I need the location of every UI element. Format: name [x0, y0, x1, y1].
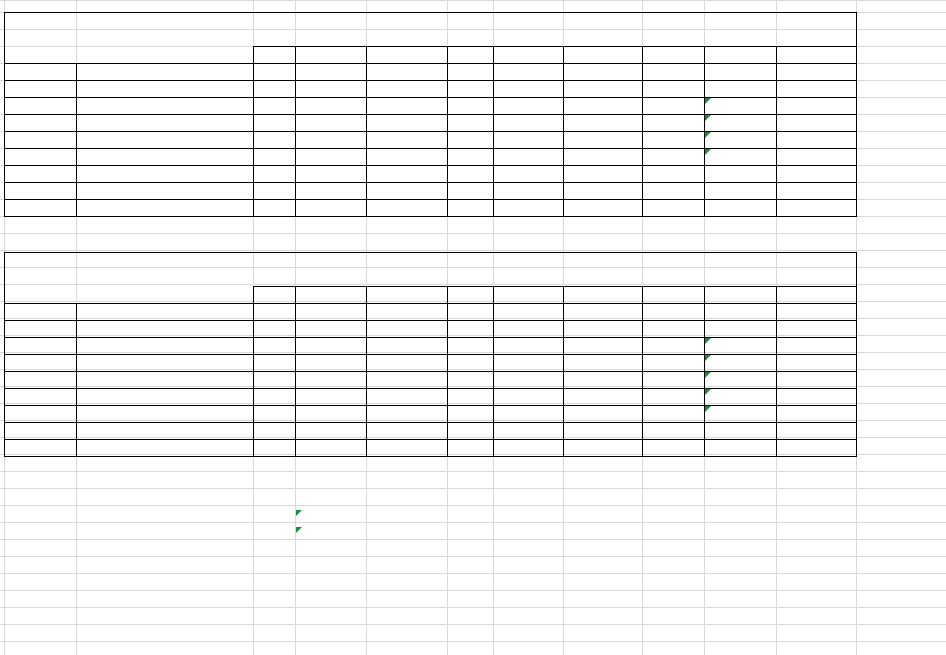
cost-value[interactable] — [778, 492, 853, 509]
number-cell[interactable] — [368, 115, 444, 132]
cost-value[interactable] — [565, 543, 639, 560]
cost-value[interactable] — [368, 577, 444, 594]
cost-value[interactable] — [368, 543, 444, 560]
number-cell[interactable] — [706, 355, 773, 372]
number-cell[interactable] — [495, 372, 560, 389]
number-cell[interactable] — [644, 81, 701, 98]
cost-value[interactable] — [255, 509, 363, 526]
column-header[interactable] — [297, 64, 364, 81]
number-cell[interactable] — [495, 132, 560, 149]
cell-border — [253, 286, 254, 457]
number-cell[interactable] — [644, 389, 701, 406]
number-cell[interactable] — [706, 338, 773, 355]
cost-label[interactable] — [78, 509, 250, 526]
date-cell[interactable] — [6, 149, 73, 166]
number-cell[interactable] — [449, 115, 490, 132]
cell-border — [4, 252, 5, 304]
cost-value[interactable] — [449, 492, 560, 509]
column-header[interactable] — [255, 64, 293, 81]
side-value[interactable] — [858, 203, 934, 220]
cost-value[interactable] — [255, 492, 363, 509]
error-indicator-icon — [296, 510, 302, 516]
gridline — [0, 284, 946, 285]
cost-value[interactable] — [449, 577, 560, 594]
cell-border — [4, 456, 857, 457]
number-cell[interactable] — [449, 321, 490, 338]
number-cell[interactable] — [449, 132, 490, 149]
cell-border — [856, 12, 857, 64]
error-indicator-icon — [705, 406, 711, 412]
cost-value[interactable] — [706, 543, 773, 560]
cell-border — [295, 46, 296, 217]
cost-value[interactable] — [255, 526, 363, 543]
number-cell[interactable] — [495, 338, 560, 355]
cell-border — [4, 199, 857, 200]
cell-border — [704, 46, 705, 217]
cost-value[interactable] — [449, 509, 560, 526]
gridline — [0, 488, 946, 489]
number-cell[interactable] — [706, 115, 773, 132]
column-header[interactable] — [297, 304, 364, 321]
cost-value[interactable] — [858, 492, 931, 509]
number-cell[interactable] — [449, 389, 490, 406]
error-indicator-icon — [705, 98, 711, 104]
number-cell[interactable] — [565, 98, 639, 115]
error-indicator-icon — [705, 149, 711, 155]
number-cell[interactable] — [778, 355, 853, 372]
number-cell[interactable] — [255, 372, 292, 389]
number-cell[interactable] — [565, 355, 639, 372]
number-cell[interactable] — [255, 81, 292, 98]
cell-border — [493, 46, 494, 217]
number-cell[interactable] — [565, 115, 639, 132]
number-cell[interactable] — [368, 372, 444, 389]
cell-border — [4, 12, 5, 64]
cell-border — [563, 46, 564, 217]
number-cell[interactable] — [297, 149, 363, 166]
number-cell[interactable] — [706, 372, 773, 389]
side-value[interactable] — [858, 323, 944, 340]
cost-label[interactable] — [78, 543, 250, 560]
number-cell[interactable] — [778, 98, 853, 115]
cell-border — [4, 182, 857, 183]
number-cell[interactable] — [368, 389, 444, 406]
date-cell[interactable] — [6, 389, 73, 406]
number-cell[interactable] — [495, 81, 560, 98]
cell-border — [563, 286, 564, 457]
cost-value[interactable] — [778, 577, 853, 594]
detail-cell[interactable] — [78, 321, 250, 338]
column-header[interactable] — [565, 64, 640, 81]
group-header-salidas[interactable] — [447, 47, 642, 64]
date-cell[interactable] — [6, 355, 73, 372]
number-cell[interactable] — [368, 355, 444, 372]
number-cell[interactable] — [565, 389, 639, 406]
number-cell[interactable] — [644, 321, 701, 338]
gridline — [0, 454, 946, 455]
number-cell[interactable] — [644, 406, 701, 423]
group-header-saldo[interactable] — [642, 47, 856, 64]
number-cell[interactable] — [297, 372, 363, 389]
column-header[interactable] — [78, 304, 251, 321]
date-cell[interactable] — [6, 81, 73, 98]
error-indicator-icon — [705, 389, 711, 395]
number-cell[interactable] — [495, 321, 560, 338]
error-indicator-icon — [705, 338, 711, 344]
cell-border — [856, 252, 857, 304]
cell-border — [4, 216, 857, 217]
number-cell[interactable] — [297, 81, 363, 98]
number-cell[interactable] — [297, 321, 363, 338]
gridline — [0, 233, 946, 234]
number-cell[interactable] — [778, 389, 853, 406]
column-header[interactable] — [644, 64, 702, 81]
column-header[interactable] — [6, 304, 74, 321]
cost-value[interactable] — [255, 577, 363, 594]
number-cell[interactable] — [297, 406, 363, 423]
number-cell[interactable] — [449, 372, 490, 389]
number-cell[interactable] — [644, 355, 701, 372]
column-header[interactable] — [706, 64, 774, 81]
detail-cell[interactable] — [78, 355, 250, 372]
date-cell[interactable] — [6, 406, 73, 423]
cost-value[interactable] — [778, 509, 853, 526]
cell-border — [856, 63, 857, 217]
number-cell[interactable] — [778, 81, 853, 98]
number-cell[interactable] — [449, 406, 490, 423]
column-header[interactable] — [368, 304, 445, 321]
number-cell[interactable] — [495, 406, 560, 423]
cell-border — [366, 46, 367, 217]
gridline — [0, 624, 946, 625]
cost-value[interactable] — [644, 543, 701, 560]
cell-border — [447, 286, 448, 457]
number-cell[interactable] — [706, 98, 773, 115]
date-cell[interactable] — [6, 132, 73, 149]
cost-value[interactable] — [778, 543, 853, 560]
number-cell[interactable] — [368, 406, 444, 423]
number-cell[interactable] — [778, 115, 853, 132]
number-cell[interactable] — [778, 149, 853, 166]
detail-cell[interactable] — [78, 98, 250, 115]
group-header-entradas[interactable] — [253, 47, 447, 64]
number-cell[interactable] — [495, 149, 560, 166]
number-cell[interactable] — [449, 81, 490, 98]
detail-cell[interactable] — [78, 132, 250, 149]
number-cell[interactable] — [297, 389, 363, 406]
number-cell[interactable] — [644, 372, 701, 389]
cost-value[interactable] — [449, 543, 560, 560]
number-cell[interactable] — [565, 338, 639, 355]
number-cell[interactable] — [644, 115, 701, 132]
column-header[interactable] — [778, 64, 854, 81]
cost-value[interactable] — [565, 509, 639, 526]
number-cell[interactable] — [368, 321, 444, 338]
number-cell[interactable] — [706, 321, 773, 338]
cell-border — [776, 286, 777, 457]
group-header-saldo[interactable] — [642, 287, 856, 304]
number-cell[interactable] — [644, 338, 701, 355]
number-cell[interactable] — [706, 149, 773, 166]
error-indicator-icon — [705, 355, 711, 361]
date-cell[interactable] — [6, 372, 73, 389]
cell-border — [642, 286, 643, 457]
detail-cell[interactable] — [78, 389, 250, 406]
number-cell[interactable] — [644, 132, 701, 149]
cost-value[interactable] — [368, 492, 444, 509]
number-cell[interactable] — [297, 338, 363, 355]
column-header[interactable] — [368, 64, 445, 81]
cost-label[interactable] — [78, 526, 250, 543]
date-cell[interactable] — [6, 98, 73, 115]
number-cell[interactable] — [255, 389, 292, 406]
date-cell[interactable] — [6, 338, 73, 355]
number-cell[interactable] — [255, 149, 292, 166]
number-cell[interactable] — [495, 115, 560, 132]
cost-value[interactable] — [778, 526, 853, 543]
number-cell[interactable] — [297, 115, 363, 132]
cell-border — [704, 286, 705, 457]
number-cell[interactable] — [778, 321, 853, 338]
number-cell[interactable] — [297, 355, 363, 372]
cell-border — [642, 46, 643, 217]
number-cell[interactable] — [449, 338, 490, 355]
gridline — [0, 471, 946, 472]
number-cell[interactable] — [449, 149, 490, 166]
gridline — [0, 641, 946, 642]
number-cell[interactable] — [706, 406, 773, 423]
gridline — [0, 573, 946, 574]
cost-value[interactable] — [565, 526, 639, 543]
column-header[interactable] — [6, 64, 74, 81]
number-cell[interactable] — [706, 132, 773, 149]
cost-label[interactable] — [78, 492, 250, 509]
number-cell[interactable] — [565, 132, 639, 149]
gridline — [0, 250, 946, 251]
number-cell[interactable] — [368, 132, 444, 149]
comedor-title[interactable] — [78, 13, 278, 30]
cell-border — [776, 46, 777, 217]
column-header[interactable] — [495, 304, 561, 321]
error-indicator-icon — [705, 115, 711, 121]
detail-cell[interactable] — [78, 81, 250, 98]
number-cell[interactable] — [565, 149, 639, 166]
cell-border — [295, 286, 296, 457]
number-cell[interactable] — [297, 132, 363, 149]
cell-border — [4, 303, 5, 457]
number-cell[interactable] — [565, 372, 639, 389]
group-header-entradas[interactable] — [253, 287, 447, 304]
number-cell[interactable] — [495, 355, 560, 372]
column-header[interactable] — [778, 304, 854, 321]
number-cell[interactable] — [255, 355, 292, 372]
number-cell[interactable] — [255, 338, 292, 355]
number-cell[interactable] — [449, 98, 490, 115]
cost-value[interactable] — [368, 509, 444, 526]
cell-border — [366, 286, 367, 457]
date-cell[interactable] — [6, 115, 73, 132]
number-cell[interactable] — [778, 372, 853, 389]
column-header[interactable] — [495, 64, 561, 81]
detail-cell[interactable] — [78, 149, 250, 166]
number-cell[interactable] — [706, 389, 773, 406]
column-header[interactable] — [644, 304, 702, 321]
number-cell[interactable] — [495, 98, 560, 115]
number-cell[interactable] — [565, 321, 639, 338]
number-cell[interactable] — [255, 115, 292, 132]
cell-border — [4, 63, 5, 217]
sala-title[interactable] — [78, 253, 278, 270]
number-cell[interactable] — [644, 149, 701, 166]
detail-cell[interactable] — [78, 115, 250, 132]
number-cell[interactable] — [565, 406, 639, 423]
number-cell[interactable] — [368, 98, 444, 115]
detail-cell[interactable] — [78, 406, 250, 423]
error-indicator-icon — [705, 372, 711, 378]
number-cell[interactable] — [778, 406, 853, 423]
number-cell[interactable] — [255, 132, 292, 149]
column-header[interactable] — [565, 304, 640, 321]
gridline — [0, 0, 946, 1]
cell-border — [253, 46, 254, 217]
cell-border — [4, 439, 857, 440]
gridline — [0, 607, 946, 608]
error-indicator-icon — [705, 132, 711, 138]
cost-value[interactable] — [368, 526, 444, 543]
cell-border — [447, 46, 448, 217]
detail-cell[interactable] — [78, 338, 250, 355]
number-cell[interactable] — [644, 98, 701, 115]
date-cell[interactable] — [6, 321, 73, 338]
cell-border — [856, 303, 857, 457]
column-header[interactable] — [449, 64, 491, 81]
number-cell[interactable] — [778, 132, 853, 149]
cell-border — [76, 63, 77, 217]
number-cell[interactable] — [368, 81, 444, 98]
number-cell[interactable] — [255, 321, 292, 338]
detail-cell[interactable] — [78, 372, 250, 389]
error-indicator-icon — [296, 527, 302, 533]
gridline — [0, 437, 946, 438]
number-cell[interactable] — [255, 98, 292, 115]
cost-value[interactable] — [255, 543, 363, 560]
number-cell[interactable] — [297, 98, 363, 115]
number-cell[interactable] — [449, 355, 490, 372]
cost-label[interactable] — [78, 577, 250, 594]
column-header[interactable] — [449, 304, 491, 321]
cell-border — [493, 286, 494, 457]
group-header-salidas[interactable] — [447, 287, 642, 304]
column-header[interactable] — [255, 304, 293, 321]
number-cell[interactable] — [565, 81, 639, 98]
cost-value[interactable] — [449, 526, 560, 543]
number-cell[interactable] — [368, 149, 444, 166]
number-cell[interactable] — [368, 338, 444, 355]
number-cell[interactable] — [255, 406, 292, 423]
column-header[interactable] — [706, 304, 774, 321]
number-cell[interactable] — [706, 81, 773, 98]
number-cell[interactable] — [778, 338, 853, 355]
number-cell[interactable] — [495, 389, 560, 406]
column-header[interactable] — [78, 64, 251, 81]
cell-border — [76, 303, 77, 457]
